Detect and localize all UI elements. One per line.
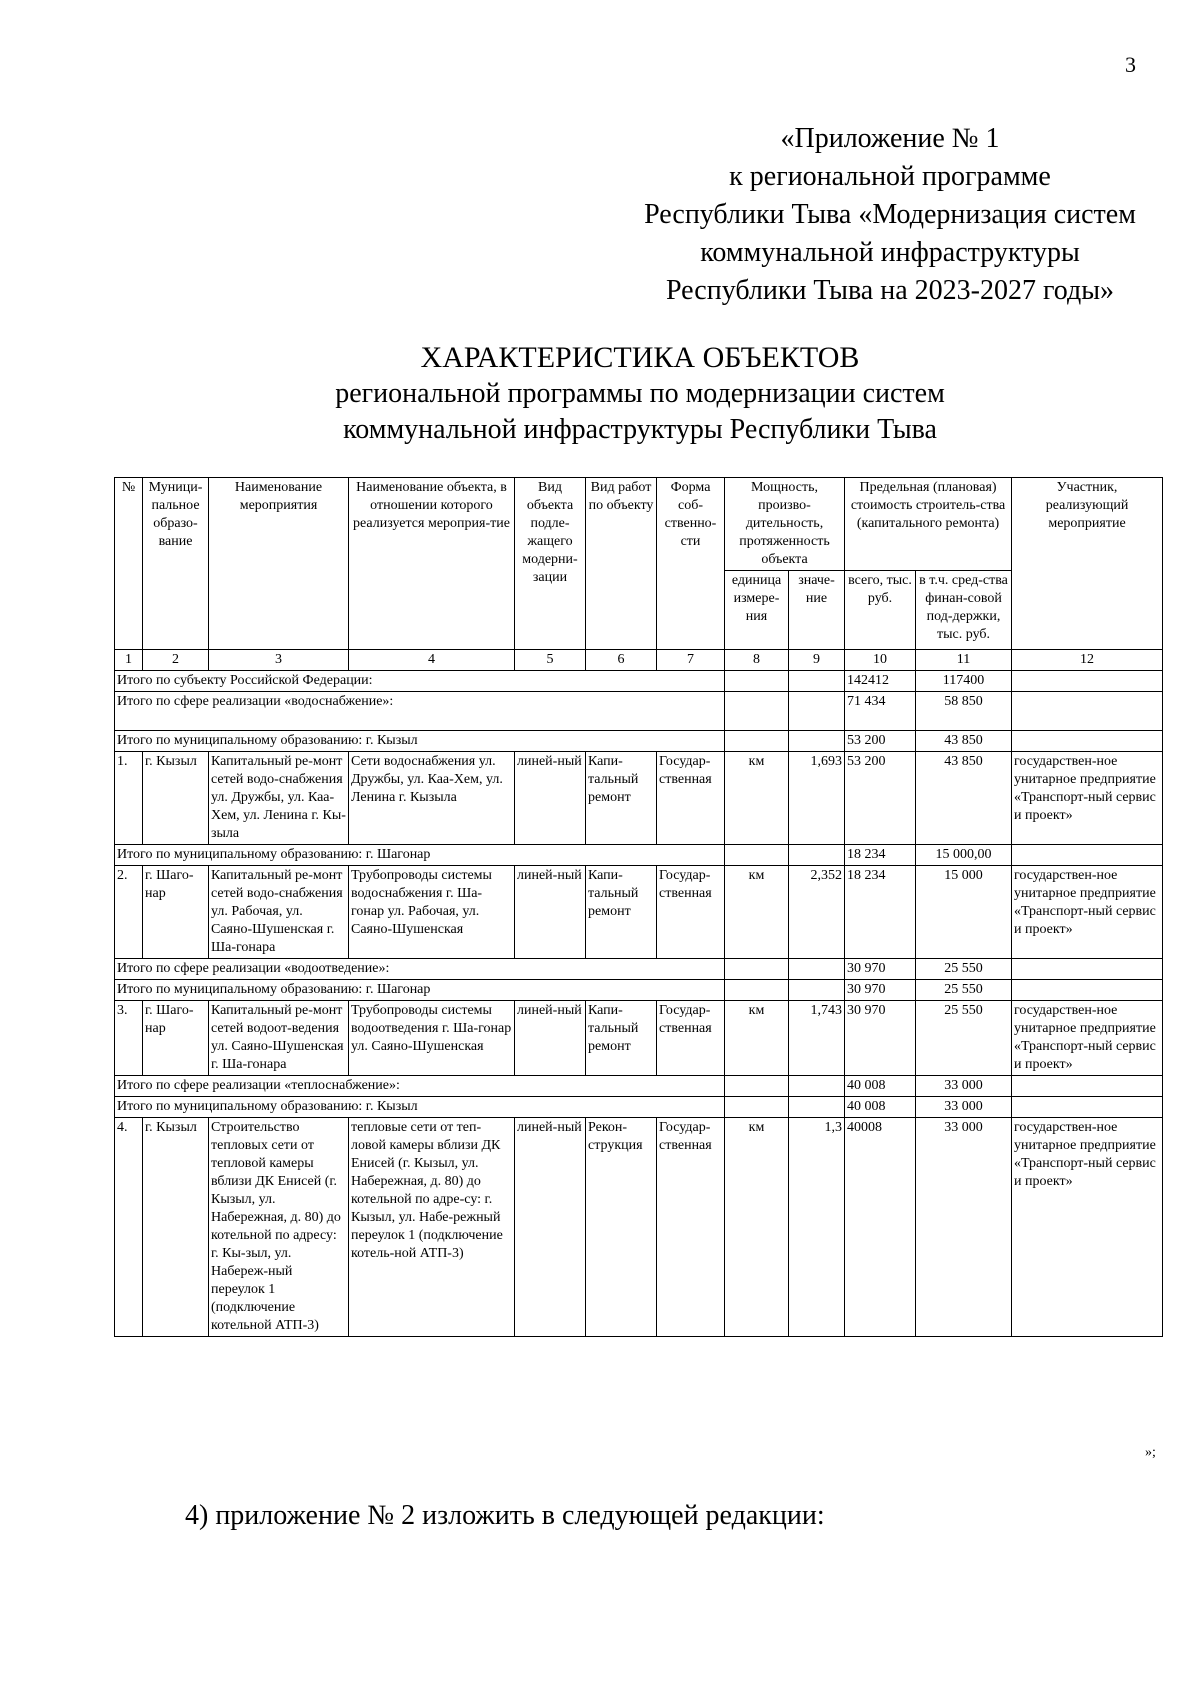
column-number: 2 bbox=[143, 650, 209, 671]
column-number-row bbox=[115, 650, 1163, 671]
row-work-type: Рекон-струкция bbox=[586, 1118, 657, 1337]
row-cost-total: 40008 bbox=[845, 1118, 916, 1337]
row-cost-total: 18 234 bbox=[845, 866, 916, 959]
total-cost: 142412 bbox=[845, 671, 916, 692]
row-value: 1,743 bbox=[789, 1001, 845, 1076]
row-participant: государствен-ное унитарное предприятие «Транспорт-ный сервис и проект» bbox=[1012, 866, 1163, 959]
column-number: 9 bbox=[789, 650, 845, 671]
total-row bbox=[115, 731, 1163, 752]
total-cost: 53 200 bbox=[845, 731, 916, 752]
total-label: Итого по муниципальному образованию: г. Шагонар bbox=[115, 845, 725, 866]
row-measure: Капитальный ре-монт сетей водо-снабжения ул. Дружбы, ул. Каа-Хем, ул. Ленина г. Кы-зыла bbox=[209, 752, 349, 845]
table-row bbox=[115, 1118, 1163, 1337]
row-ownership: Государ-ственная bbox=[657, 866, 725, 959]
row-work-type: Капи-тальный ремонт bbox=[586, 752, 657, 845]
row-object: тепловые сети от теп-ловой камеры вблизи ДК Енисей (г. Кызыл, ул. Набережная, д. 80) до котельной по адре-су: г. Кызыл, ул. Набе-режный переулок 1 (подключение котель-ной АТП-3) bbox=[349, 1118, 515, 1337]
row-ownership: Государ-ственная bbox=[657, 1001, 725, 1076]
total-support: 25 550 bbox=[916, 980, 1012, 1001]
row-ownership: Государ-ственная bbox=[657, 752, 725, 845]
closing-quote-mark: »; bbox=[1145, 1445, 1156, 1460]
row-measure: Строительство тепловых сети от тепловой камеры вблизи ДК Енисей (г. Кызыл, ул. Набережная, д. 80) до котельной по адресу: г. Кы-зыл, ул. Набереж-ный переулок 1 (подключение котельной АТП-3) bbox=[209, 1118, 349, 1337]
row-cost-support: 25 550 bbox=[916, 1001, 1012, 1076]
document-subtitle: региональной программы по модернизации систем bbox=[335, 378, 945, 409]
column-number: 1 bbox=[115, 650, 143, 671]
table-row bbox=[115, 1001, 1163, 1076]
row-work-type: Капи-тальный ремонт bbox=[586, 866, 657, 959]
row-value: 2,352 bbox=[789, 866, 845, 959]
row-object-type: линей-ный bbox=[515, 1001, 586, 1076]
objects-table bbox=[114, 477, 1163, 1337]
row-unit: км bbox=[725, 1118, 789, 1337]
header-participant: Участник, реализующий мероприятие bbox=[1012, 478, 1163, 650]
document-title: ХАРАКТЕРИСТИКА ОБЪЕКТОВ bbox=[420, 341, 860, 374]
total-support: 117400 bbox=[916, 671, 1012, 692]
column-number: 8 bbox=[725, 650, 789, 671]
column-number: 5 bbox=[515, 650, 586, 671]
header-object-type: Вид объекта подле-жащего модерни-зации bbox=[515, 478, 586, 650]
instruction-text: 4) приложение № 2 изложить в следующей редакции: bbox=[185, 1500, 825, 1531]
header-cost-support: в т.ч. сред-ства финан-совой под-держки, тыс. руб. bbox=[916, 571, 1012, 650]
header-cost: Предельная (плановая) стоимость строитель-ства (капитального ремонта) bbox=[845, 478, 1012, 571]
row-participant: государствен-ное унитарное предприятие «Транспорт-ный сервис и проект» bbox=[1012, 752, 1163, 845]
document-heading bbox=[260, 340, 1020, 448]
row-object-type: линей-ный bbox=[515, 752, 586, 845]
total-cost: 71 434 bbox=[845, 692, 916, 731]
row-cost-total: 30 970 bbox=[845, 1001, 916, 1076]
row-municipality: г. Шаго-нар bbox=[143, 1001, 209, 1076]
document-subtitle: коммунальной инфраструктуры Республики Тыва bbox=[343, 414, 937, 445]
column-number: 7 bbox=[657, 650, 725, 671]
appendix-note bbox=[620, 120, 1160, 310]
total-support: 58 850 bbox=[916, 692, 1012, 731]
column-number: 3 bbox=[209, 650, 349, 671]
header-ownership: Форма соб-ственно-сти bbox=[657, 478, 725, 650]
row-work-type: Капи-тальный ремонт bbox=[586, 1001, 657, 1076]
row-measure: Капитальный ре-монт сетей водо-снабжения ул. Рабочая, ул. Саяно-Шушенская г. Ша-гонара bbox=[209, 866, 349, 959]
total-cost: 40 008 bbox=[845, 1076, 916, 1097]
total-label: Итого по сфере реализации «теплоснабжение»: bbox=[115, 1076, 725, 1097]
header-capacity: Мощность, произво-дительность, протяженность объекта bbox=[725, 478, 845, 571]
row-municipality: г. Кызыл bbox=[143, 1118, 209, 1337]
total-row bbox=[115, 1097, 1163, 1118]
table-row bbox=[115, 866, 1163, 959]
row-num: 4. bbox=[115, 1118, 143, 1337]
row-municipality: г. Шаго-нар bbox=[143, 866, 209, 959]
row-value: 1,693 bbox=[789, 752, 845, 845]
row-municipality: г. Кызыл bbox=[143, 752, 209, 845]
appendix-line: коммунальной инфраструктуры bbox=[700, 237, 1080, 268]
row-object: Сети водоснабжения ул. Дружбы, ул. Каа-Хем, ул. Ленина г. Кызыла bbox=[349, 752, 515, 845]
row-participant: государствен-ное унитарное предприятие «Транспорт-ный сервис и проект» bbox=[1012, 1001, 1163, 1076]
total-support: 33 000 bbox=[916, 1076, 1012, 1097]
total-row bbox=[115, 959, 1163, 980]
header-unit: единица измере-ния bbox=[725, 571, 789, 650]
row-object: Трубопроводы системы водоснабжения г. Ша-гонар ул. Рабочая, ул. Саяно-Шушенская bbox=[349, 866, 515, 959]
total-support: 15 000,00 bbox=[916, 845, 1012, 866]
total-row bbox=[115, 980, 1163, 1001]
column-number: 12 bbox=[1012, 650, 1163, 671]
header-value: значе-ние bbox=[789, 571, 845, 650]
header-cost-total: всего, тыс. руб. bbox=[845, 571, 916, 650]
total-cost: 30 970 bbox=[845, 959, 916, 980]
total-cost: 30 970 bbox=[845, 980, 916, 1001]
row-num: 2. bbox=[115, 866, 143, 959]
row-object-type: линей-ный bbox=[515, 1118, 586, 1337]
row-cost-total: 53 200 bbox=[845, 752, 916, 845]
row-object-type: линей-ный bbox=[515, 866, 586, 959]
row-num: 3. bbox=[115, 1001, 143, 1076]
row-num: 1. bbox=[115, 752, 143, 845]
header-object: Наименование объекта, в отношении которого реализуется мероприя-тие bbox=[349, 478, 515, 650]
total-label: Итого по муниципальному образованию: г. Кызыл bbox=[115, 731, 725, 752]
row-cost-support: 33 000 bbox=[916, 1118, 1012, 1337]
column-number: 11 bbox=[916, 650, 1012, 671]
appendix-line: «Приложение № 1 bbox=[780, 123, 1000, 154]
row-unit: км bbox=[725, 752, 789, 845]
total-cost: 18 234 bbox=[845, 845, 916, 866]
header-municipality: Муници-пальное образо-вание bbox=[143, 478, 209, 650]
total-label: Итого по сфере реализации «водоснабжение»: bbox=[115, 692, 725, 731]
table-row bbox=[115, 752, 1163, 845]
table-header-row bbox=[115, 478, 1163, 571]
row-object: Трубопроводы системы водоотведения г. Ша-гонар ул. Саяно-Шушенская bbox=[349, 1001, 515, 1076]
appendix-line: Республики Тыва на 2023-2027 годы» bbox=[665, 275, 1115, 306]
row-measure: Капитальный ре-монт сетей водоот-ведения ул. Саяно-Шушенская г. Ша-гонара bbox=[209, 1001, 349, 1076]
total-row bbox=[115, 692, 1163, 731]
total-row bbox=[115, 845, 1163, 866]
header-measure: Наименование мероприятия bbox=[209, 478, 349, 650]
total-cost: 40 008 bbox=[845, 1097, 916, 1118]
column-number: 4 bbox=[349, 650, 515, 671]
total-support: 33 000 bbox=[916, 1097, 1012, 1118]
row-value: 1,3 bbox=[789, 1118, 845, 1337]
row-unit: км bbox=[725, 866, 789, 959]
row-cost-support: 43 850 bbox=[916, 752, 1012, 845]
row-unit: км bbox=[725, 1001, 789, 1076]
column-number: 6 bbox=[586, 650, 657, 671]
total-label: Итого по муниципальному образованию: г. Кызыл bbox=[115, 1097, 725, 1118]
total-support: 25 550 bbox=[916, 959, 1012, 980]
total-support: 43 850 bbox=[916, 731, 1012, 752]
row-participant: государствен-ное унитарное предприятие «Транспорт-ный сервис и проект» bbox=[1012, 1118, 1163, 1337]
appendix-line: Республики Тыва «Модернизация систем bbox=[644, 199, 1136, 230]
page-number: 3 bbox=[1125, 52, 1136, 77]
column-number: 10 bbox=[845, 650, 916, 671]
total-row bbox=[115, 1076, 1163, 1097]
appendix-line: к региональной программе bbox=[729, 161, 1051, 192]
header-num: № bbox=[115, 478, 143, 650]
total-label: Итого по субъекту Российской Федерации: bbox=[115, 671, 725, 692]
total-label: Итого по сфере реализации «водоотведение»: bbox=[115, 959, 725, 980]
row-ownership: Государ-ственная bbox=[657, 1118, 725, 1337]
total-row bbox=[115, 671, 1163, 692]
header-work-type: Вид работ по объекту bbox=[586, 478, 657, 650]
row-cost-support: 15 000 bbox=[916, 866, 1012, 959]
total-label: Итого по муниципальному образованию: г. Шагонар bbox=[115, 980, 725, 1001]
